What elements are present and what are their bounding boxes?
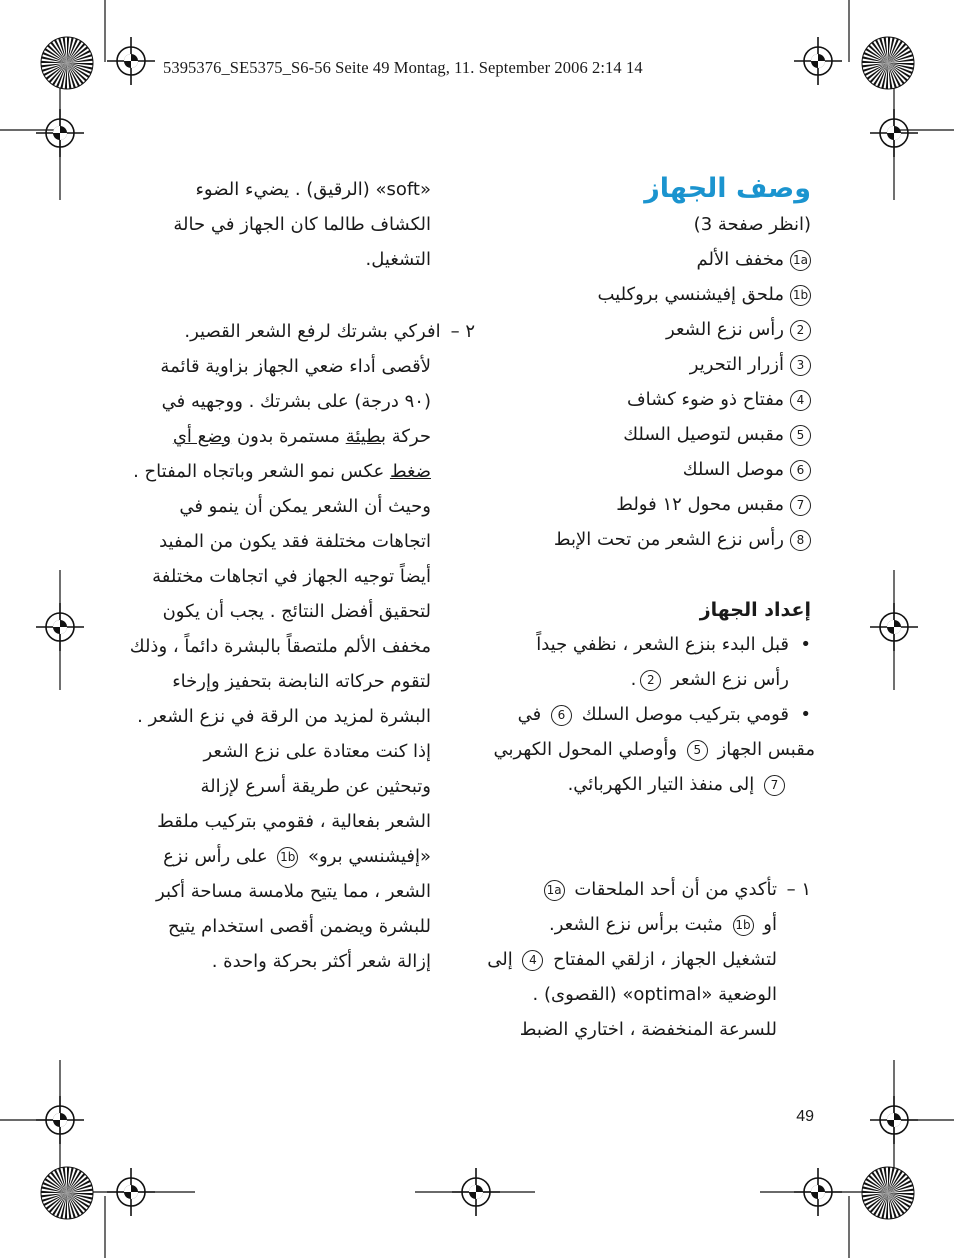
text-run: . — [630, 669, 637, 690]
text-run: قومي بتركيب موصل السلك — [581, 704, 789, 725]
left-column — [129, 172, 475, 979]
list-item — [470, 487, 811, 522]
list-item — [470, 347, 811, 382]
text-run: وأوصلي المحول الكهربي — [493, 739, 678, 760]
part-label: رأس نزع الشعر — [666, 319, 784, 340]
callout-badge: 7 — [790, 495, 811, 516]
underlined-text: بطيئة — [345, 426, 386, 447]
callout-badge: 6 — [790, 460, 811, 481]
text-line: الشعر بفعالية ، فقومي بتركيب ملقط — [157, 811, 431, 832]
text-line — [470, 977, 811, 1012]
list-item — [470, 522, 811, 557]
text-line: الشعر ، مما يتيح ملامسة مساحة أكبر — [156, 881, 431, 902]
text-run: مثبت برأس نزع الشعر. — [549, 914, 723, 935]
text-run: على رأس نزع — [163, 846, 268, 867]
text-line: (٩٠ درجة) على بشرتك . ووجهيه في — [161, 391, 431, 412]
part-label: موصل السلك — [682, 459, 784, 480]
list-item — [470, 242, 811, 277]
callout-badge: 6 — [551, 705, 572, 726]
callout-badge: 5 — [790, 425, 811, 446]
text-line: للبشرة ويضمن أقصى استخدام يتيح — [167, 916, 431, 937]
numbered-line — [140, 314, 475, 349]
callout-badge: 2 — [640, 670, 661, 691]
text-line — [470, 767, 811, 802]
text-run: أو — [763, 914, 777, 935]
callout-badge: 4 — [522, 950, 543, 971]
callout-badge: 1a — [544, 880, 565, 901]
list-item — [470, 312, 811, 347]
callout-badge: 8 — [790, 530, 811, 551]
starburst-mark — [41, 37, 93, 89]
spacer — [140, 277, 431, 314]
callout-badge: 3 — [790, 355, 811, 376]
text-run: للسرعة المنخفضة ، اختاري الضبط — [519, 1019, 777, 1040]
part-label: مفتاح ذو ضوء كشاف — [627, 389, 784, 410]
callout-badge: 1a — [790, 250, 811, 271]
part-label: مقبس لتوصيل السلك — [623, 424, 784, 445]
part-label: أزرار التحرير — [689, 354, 784, 375]
bullet-line — [470, 627, 811, 662]
parts-list — [470, 242, 811, 557]
text-run: افركي بشرتك لرفع الشعر القصير. — [184, 321, 441, 342]
text-line: أيضاً توجيه الجهاز في اتجاهات مختلفة — [152, 566, 431, 587]
text-line: التشغيل. — [365, 249, 431, 270]
starburst-mark — [41, 1167, 93, 1219]
bullet-line — [470, 697, 811, 732]
callout-badge: 1b — [277, 847, 298, 868]
list-item — [470, 452, 811, 487]
callout-badge: 7 — [764, 775, 785, 796]
callout-badge: 2 — [790, 320, 811, 341]
text-run: مقبس الجهاز — [717, 739, 815, 760]
text-line — [470, 907, 811, 942]
text-run: لتشغيل الجهاز ، ازلقي المفتاح — [553, 949, 777, 970]
part-label: مخفف الألم — [696, 249, 784, 270]
step-number: ١ – — [786, 879, 811, 900]
text-line: لأقصى أداء ضعي الجهاز بزاوية قائمة — [160, 356, 431, 377]
text-line: البشرة لمزيد من الرقة في نزع الشعر . — [137, 706, 431, 727]
text-run: مستمرة بدون — [236, 426, 340, 447]
text-run: إلى منفذ التيار الكهربائي. — [567, 774, 755, 795]
spacer — [470, 802, 811, 872]
starburst-mark — [862, 1167, 914, 1219]
text-run: عكس نمو الشعر وباتجاه المفتاح . — [133, 461, 385, 482]
text-run: قبل البدء بنزع الشعر ، نظفي جيداً — [536, 634, 789, 655]
text-line: لتقوم حركاته النابضة بتحفيز وإرخاء — [172, 671, 431, 692]
text-line: إزالة شعر أكثر بحركة واحدة . — [211, 951, 431, 972]
text-line: لتحقيق أفضل النتائج . يجب أن يكون — [162, 601, 431, 622]
list-item — [470, 277, 811, 312]
text-line: الكشاف طالما كان الجهاز في حالة — [173, 214, 431, 235]
text-run: رأس نزع الشعر — [671, 669, 789, 690]
section-title-description: وصف الجهاز — [644, 173, 811, 204]
text-line: إذا كنت معتادة على نزع الشعر — [203, 741, 431, 762]
text-run: تأكدي من أن أحد الملحقات — [574, 879, 777, 900]
text-line: وحيث أن الشعر يمكن أن ينمو في — [179, 496, 431, 517]
text-run: حركة — [391, 426, 431, 447]
part-label: ملحق إفيشنسي بروكليب — [597, 284, 784, 305]
text-line: مخفف الألم ملتصقاً بالبشرة دائماً ، وذلك — [129, 636, 431, 657]
right-column — [470, 172, 815, 1047]
part-label: رأس نزع الشعر من تحت الإبط — [553, 529, 784, 550]
text-line: اتجاهات مختلفة فقد يكون من المفيد — [159, 531, 431, 552]
text-line — [470, 662, 811, 697]
underlined-text: ضغط — [389, 461, 431, 482]
text-run: في — [517, 704, 542, 725]
list-item — [470, 417, 811, 452]
numbered-line — [470, 872, 811, 907]
print-header: 5395376_SE5375_S6-56 Seite 49 Montag, 11. September 2006 2:14 14 — [163, 58, 643, 77]
starburst-mark — [862, 37, 914, 89]
text-line: وتبحثين عن طريقة أسرع لإزالة — [200, 776, 431, 797]
text-line — [140, 839, 431, 874]
section-title-setup: إعداد الجهاز — [699, 599, 811, 621]
callout-badge: 4 — [790, 390, 811, 411]
callout-badge: 1b — [790, 285, 811, 306]
text-line — [470, 1012, 811, 1047]
underlined-text: وضع أي — [172, 426, 232, 447]
text-run: «إفيشنسي برو» — [308, 846, 431, 867]
text-line — [133, 454, 431, 489]
callout-badge: 5 — [687, 740, 708, 761]
text-line — [140, 419, 431, 454]
text-run: إلى — [487, 949, 513, 970]
page-number: 49 — [796, 1108, 814, 1125]
text-line: «soft» (الرقيق) . يضيء الضوء — [195, 179, 431, 200]
part-label: مقبس محول ١٢ فولط — [616, 494, 784, 515]
step-number: ٢ – — [450, 321, 475, 342]
text-line — [470, 732, 815, 767]
section-subtitle: (انظر صفحة 3) — [693, 214, 811, 235]
text-run: الوضعية «optimal» (القصوى) . — [532, 984, 777, 1005]
text-line — [470, 942, 811, 977]
list-item — [470, 382, 811, 417]
callout-badge: 1b — [733, 915, 754, 936]
